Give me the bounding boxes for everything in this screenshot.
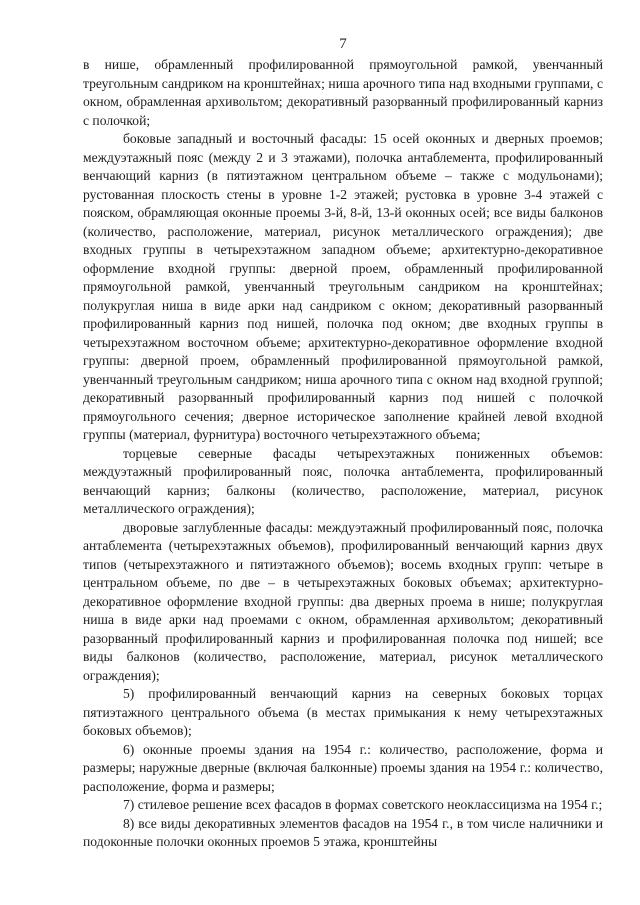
paragraph-item-7: 7) стилевое решение всех фасадов в формах советского неоклассицизма на 1954 г.; <box>123 797 603 812</box>
paragraph-item-8: 8) все виды декоративных элементов фасадов на 1954 г., в том числе наличники и подоконные полочки оконных проемов 5 этажа, кронштейны <box>83 815 603 849</box>
page-number: 7 <box>339 36 347 52</box>
paragraph-side-facades: боковые западный и восточный фасады: 15 осей оконных и дверных проемов; междуэтажный пояс (между 2 и 3 этажами), полочка антаблемента, профилированный венчающий карниз (в пятиэтажном центральном объеме – также с модульонами); рустованная плоскость стены в уровне 1-2 этажей; рустовка в уровне 3-4 этажей с пояском, обрамляющая оконные проемы 3-й, 8-й, 13-й оконных осей; все виды балконов (количество, расположение, материал, рисунок металлического ограждения); две входных группы в четырехэтажном западном объеме; архитектурно-декоративное оформление входной группы: дверной проем, обрамленный профилированной прямоугольной рамкой, увенчанный треугольным сандриком на кронштейнах; полукруглая ниша в виде арки над сандриком с окном; декоративный разорванный профилированный карниз под нишей, полочка под окном; две входных группы в четырехэтажном восточном объеме; архитектурно-декоративное оформление входной группы: дверной проем, обрамленный профилированной прямоугольной рамкой, увенчанный треугольным сандриком; ниша арочного типа с окном над входной группой; декоративный разорванный профилированный карниз под нишей с полочкой прямоугольного сечения; дверное историческое заполнение крайней левой входной группы (материал, фурнитура) восточного четырехэтажного объема; <box>83 131 603 442</box>
paragraph-continuation: в нише, обрамленный профилированной прямоугольной рамкой, увенчанный треугольным сандриком на кронштейнах; ниша арочного типа над входными группами, с окном, обрамленная архивольтом; декоративный разорванный профилированный карниз с полочкой; <box>83 57 603 128</box>
paragraph-courtyard-facades: дворовые заглубленные фасады: междуэтажный профилированный пояс, полочка антаблемента (четырехэтажных объемов), профилированный венчающий карниз двух типов (четырехэтажного и пятиэтажного объемов); восемь входных групп: четыре в центральном объеме, по две – в четырехэтажных боковых объемах; архитектурно-декоративное оформление входной группы: два дверных проема в нише; полукруглая ниша в виде арки над проемами с окном, обрамленная архивольтом; декоративный разорванный профилированный карниз и профилированная полочка под нишей; все виды балконов (количество, расположение, материал, рисунок металлического ограждения); <box>83 519 603 683</box>
paragraph-item-6: 6) оконные проемы здания на 1954 г.: количество, расположение, форма и размеры; наружные дверные (включая балконные) проемы здания на 1954 г.: количество, расположение, форма и размеры; <box>83 741 603 794</box>
paragraph-north-facades: торцевые северные фасады четырехэтажных пониженных объемов: междуэтажный профилированный пояс, полочка антаблемента, профилированный венчающий карниз; балконы (количество, расположение, материал, рисунок металлического ограждения); <box>83 445 603 516</box>
paragraph-item-5: 5) профилированный венчающий карниз на северных боковых торцах пятиэтажного центрального объема (в местах примыкания к нему четырехэтажных боковых объемов); <box>83 686 603 738</box>
